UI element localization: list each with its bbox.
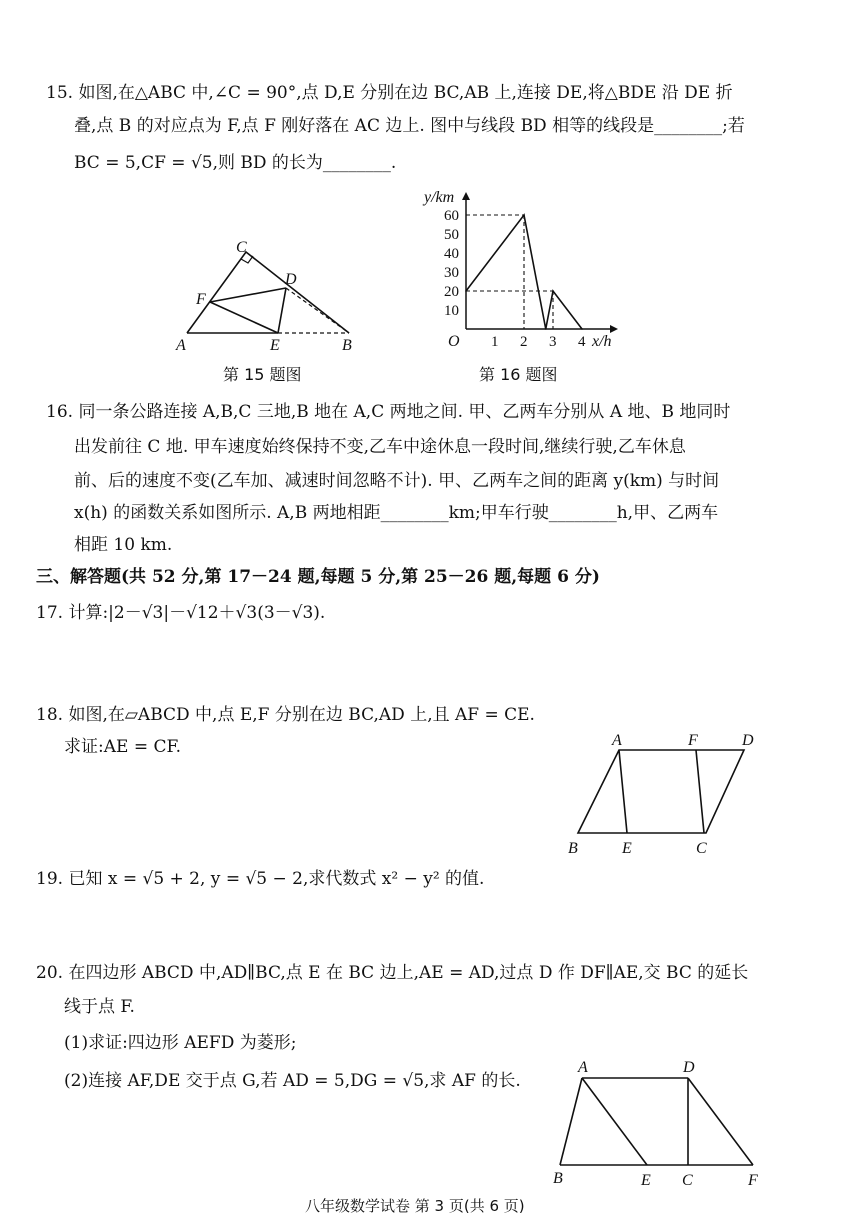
q16-line2: 出发前往 C 地. 甲车速度始终保持不变,乙车中途休息一段时间,继续行驶,乙车休息: [74, 437, 686, 457]
q16-y-axis-label: y/km: [424, 189, 455, 206]
page-footer: 八年级数学试卷 第 3 页(共 6 页): [305, 1197, 525, 1215]
q16-x-axis-label: x/h: [592, 333, 612, 350]
q16-y-tick-50: 50: [444, 227, 459, 243]
q16-x-tick-4: 4: [578, 334, 586, 350]
q18-label-F: F: [688, 732, 698, 749]
q16-point-1: [523, 214, 525, 216]
q19-text: 19. 已知 x = √5 + 2, y = √5 − 2,求代数式 x² − y² 的值.: [36, 869, 485, 889]
q15-label-F: F: [196, 291, 206, 308]
q15-label-C: C: [236, 239, 247, 256]
q18-segment-AE: [619, 750, 627, 833]
q16-line4: x(h) 的函数关系如图所示. A,B 两地相距________km;甲车行驶________h,甲、乙两车: [74, 503, 719, 523]
section3-heading: 三、解答题(共 52 分,第 17－24 题,每题 5 分,第 25－26 题,每题 6 分): [36, 567, 600, 587]
q15-label-A: A: [176, 337, 186, 354]
q16-caption: 第 16 题图: [479, 365, 558, 384]
q15-line3: BC = 5,CF = √5,则 BD 的长为________.: [74, 153, 397, 173]
q16-x-tick-2: 2: [520, 334, 528, 350]
q20-label-A: A: [578, 1059, 588, 1076]
q20-label-C: C: [682, 1172, 693, 1189]
q16-point-3: [552, 290, 554, 292]
q16-y-tick-20: 20: [444, 284, 459, 300]
q18-line2: 求证:AE = CF.: [64, 737, 182, 757]
q20-segment-AE: [582, 1078, 647, 1165]
q18-label-B: B: [568, 840, 578, 857]
q18-segment-FC: [696, 750, 704, 833]
q15-line2: 叠,点 B 的对应点为 F,点 F 刚好落在 AC 边上. 图中与线段 BD 相等的线段是________;若: [74, 116, 745, 136]
q16-point-2: [545, 328, 547, 330]
q15-label-E: E: [270, 337, 280, 354]
q15-segment-FD: [210, 288, 286, 302]
q15-label-D: D: [285, 271, 297, 288]
q18-line1: 18. 如图,在▱ABCD 中,点 E,F 分别在边 BC,AD 上,且 AF = CE.: [36, 705, 535, 725]
q16-x-tick-3: 3: [549, 334, 557, 350]
q20-line3: (1)求证:四边形 AEFD 为菱形;: [64, 1033, 297, 1053]
q18-label-E: E: [622, 840, 632, 857]
q16-point-0: [465, 290, 467, 292]
q20-figure: [550, 1058, 770, 1188]
q20-segment-AB: [560, 1078, 582, 1165]
q16-y-tick-30: 30: [444, 265, 459, 281]
q20-line1: 20. 在四边形 ABCD 中,AD∥BC,点 E 在 BC 边上,AE = AD,过点 D 作 DF∥AE,交 BC 的延长: [36, 963, 749, 983]
q16-line5: 相距 10 km.: [74, 535, 173, 555]
q16-y-tick-60: 60: [444, 208, 459, 224]
q17-text: 17. 计算:|2－√3|－√12＋√3(3－√3).: [36, 603, 326, 623]
q15-segment-DB-dashed: [286, 288, 349, 333]
q15-line1: 15. 如图,在△ABC 中,∠C = 90°,点 D,E 分别在边 BC,AB 上,连接 DE,将△BDE 沿 DE 折: [46, 83, 733, 103]
q20-line4: (2)连接 AF,DE 交于点 G,若 AD = 5,DG = √5,求 AF 的长.: [64, 1071, 521, 1091]
q15-figure: [170, 238, 370, 358]
q15-segment-FE: [210, 302, 278, 333]
q16-y-axis-arrow: [462, 192, 470, 200]
q16-y-tick-40: 40: [444, 246, 459, 262]
q20-label-D: D: [683, 1059, 695, 1076]
q15-label-B: B: [342, 337, 352, 354]
q16-y-tick-10: 10: [444, 303, 459, 319]
q18-label-C: C: [696, 840, 707, 857]
q16-origin-label: O: [448, 333, 460, 350]
q16-point-4: [581, 328, 583, 330]
q16-x-axis-arrow: [610, 325, 618, 333]
q15-triangle: [187, 252, 349, 333]
q20-segment-DF: [688, 1078, 753, 1165]
q16-x-tick-1: 1: [491, 334, 499, 350]
q20-label-F: F: [748, 1172, 758, 1189]
q18-figure: [566, 728, 766, 858]
q20-line2: 线于点 F.: [64, 997, 135, 1017]
q18-parallelogram: [578, 750, 744, 833]
q16-chart: [420, 188, 620, 358]
q18-label-D: D: [742, 732, 754, 749]
q16-line3: 前、后的速度不变(乙车加、减速时间忽略不计). 甲、乙两车之间的距离 y(km) 与时间: [74, 471, 720, 491]
q18-label-A: A: [612, 732, 622, 749]
q20-label-E: E: [641, 1172, 651, 1189]
q16-line1: 16. 同一条公路连接 A,B,C 三地,B 地在 A,C 两地之间. 甲、乙两车分别从 A 地、B 地同时: [46, 402, 731, 422]
q20-label-B: B: [553, 1170, 563, 1187]
q15-segment-DE: [278, 288, 286, 333]
q15-caption: 第 15 题图: [223, 365, 302, 384]
